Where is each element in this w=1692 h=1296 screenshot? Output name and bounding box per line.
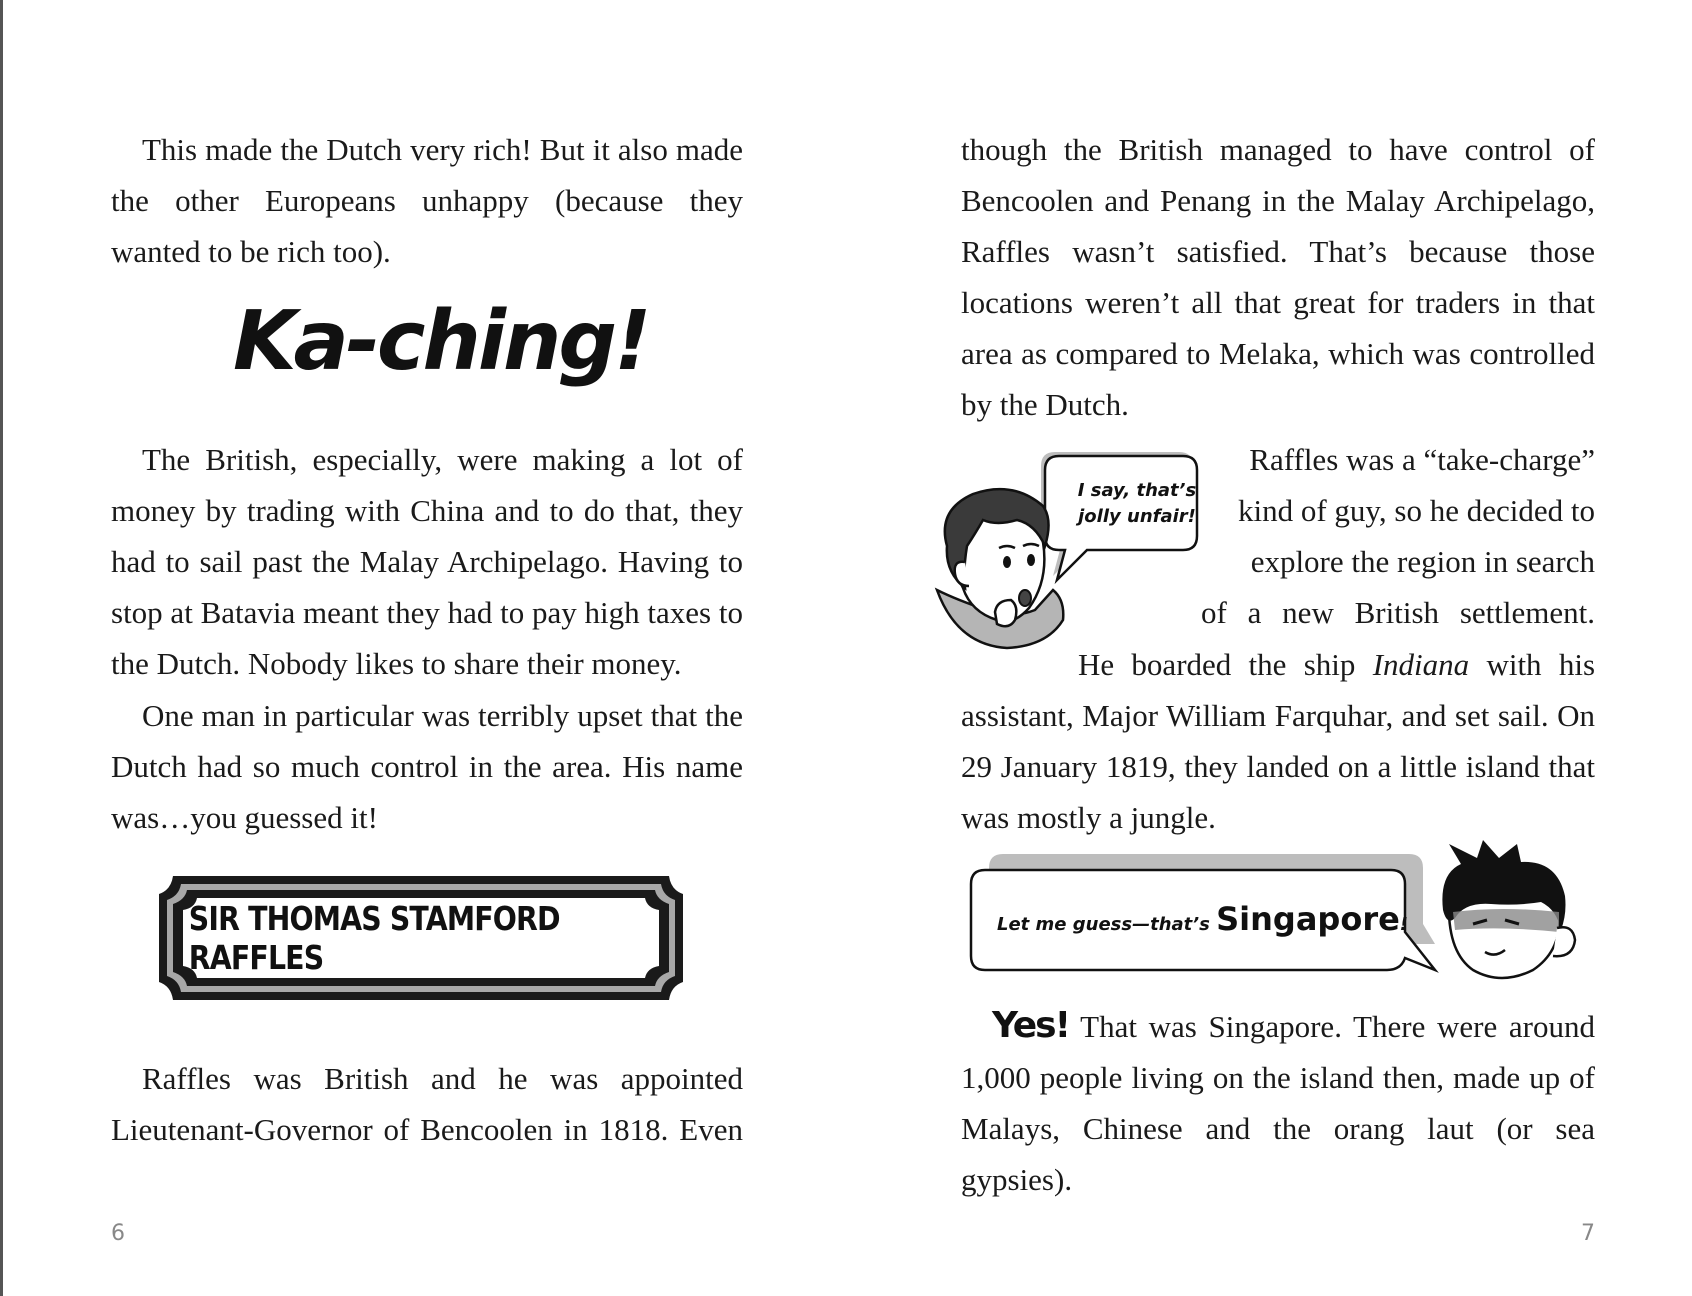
paragraph-set-sail: assistant, Major William Farquhar, and set sail. On 29 January 1819, they landed on a little island that was mostly a jungle. <box>961 698 1595 835</box>
paragraph-that-was-singapore <box>961 1000 1595 1205</box>
ship-line-before: He boarded the ship <box>1078 647 1356 682</box>
raffles-speech-bubble <box>1069 478 1205 530</box>
raffles-bubble-line-2: jolly unfair! <box>1078 506 1196 527</box>
page-edge-line <box>0 0 3 1296</box>
paragraph-british-trading: The British, especially, were making a lot of money by trading with China and to do that, they had to sail past the Malay Archipelago. Having to stop at Batavia meant they had to pay high taxes to the Dutch. Nobody likes to share their money. <box>111 442 743 681</box>
page-number-left: 6 <box>111 1221 125 1246</box>
boy-bubble-singapore: Singapore <box>1216 900 1400 938</box>
page-number-right: 7 <box>1581 1221 1595 1246</box>
right-page <box>961 0 1595 1296</box>
ship-line-after: with his <box>1486 647 1596 682</box>
paragraph-dutch-rich: This made the Dutch very rich! But it also made the other Europeans unhappy (because they wanted to be rich too). <box>111 132 743 269</box>
paragraph-one-man: One man in particular was terribly upset that the Dutch had so much control in the area. His name was…you guessed it! <box>111 698 743 835</box>
raffles-take-charge-line-3: explore the region in search <box>1250 544 1595 579</box>
yes-exclamation: Yes! <box>992 1005 1070 1046</box>
raffles-take-charge-line-4: of a new British settlement. <box>1201 595 1595 630</box>
paragraph-british-control: though the British managed to have control of Bencoolen and Penang in the Malay Archipelago, Raffles wasn’t satisfied. That’s because those locations weren’t all that great for traders in that area as compared to Melaka, which was controlled by the Dutch. <box>961 132 1595 422</box>
left-page <box>111 0 743 1296</box>
raffles-nameplate <box>151 868 691 1008</box>
boy-bubble-exclaim: ! <box>1399 914 1409 935</box>
boy-bubble-lead: Let me guess—that’s <box>997 914 1210 935</box>
raffles-bubble-line-1: I say, that’s <box>1077 480 1197 501</box>
ship-name: Indiana <box>1372 647 1470 682</box>
raffles-take-charge-line-1: Raffles was a “take-charge” <box>1249 442 1595 477</box>
boy-speech-bubble <box>997 900 1408 938</box>
singapore-population-text: That was Singapore. There were around 1,000 people living on the island then, made up of Malays, Chinese and the orang laut (or sea gypsies). <box>961 1009 1595 1197</box>
raffles-take-charge-line-2: kind of guy, so he decided to <box>1238 493 1595 528</box>
raffles-ship-line <box>1078 639 1595 690</box>
ka-ching-sound-effect: Ka-ching! <box>233 294 649 389</box>
nameplate-title: SIR THOMAS STAMFORD RAFFLES <box>188 899 560 977</box>
paragraph-raffles-british: Raffles was British and he was appointed Lieutenant-Governor of Bencoolen in 1818. Even <box>111 1061 743 1147</box>
